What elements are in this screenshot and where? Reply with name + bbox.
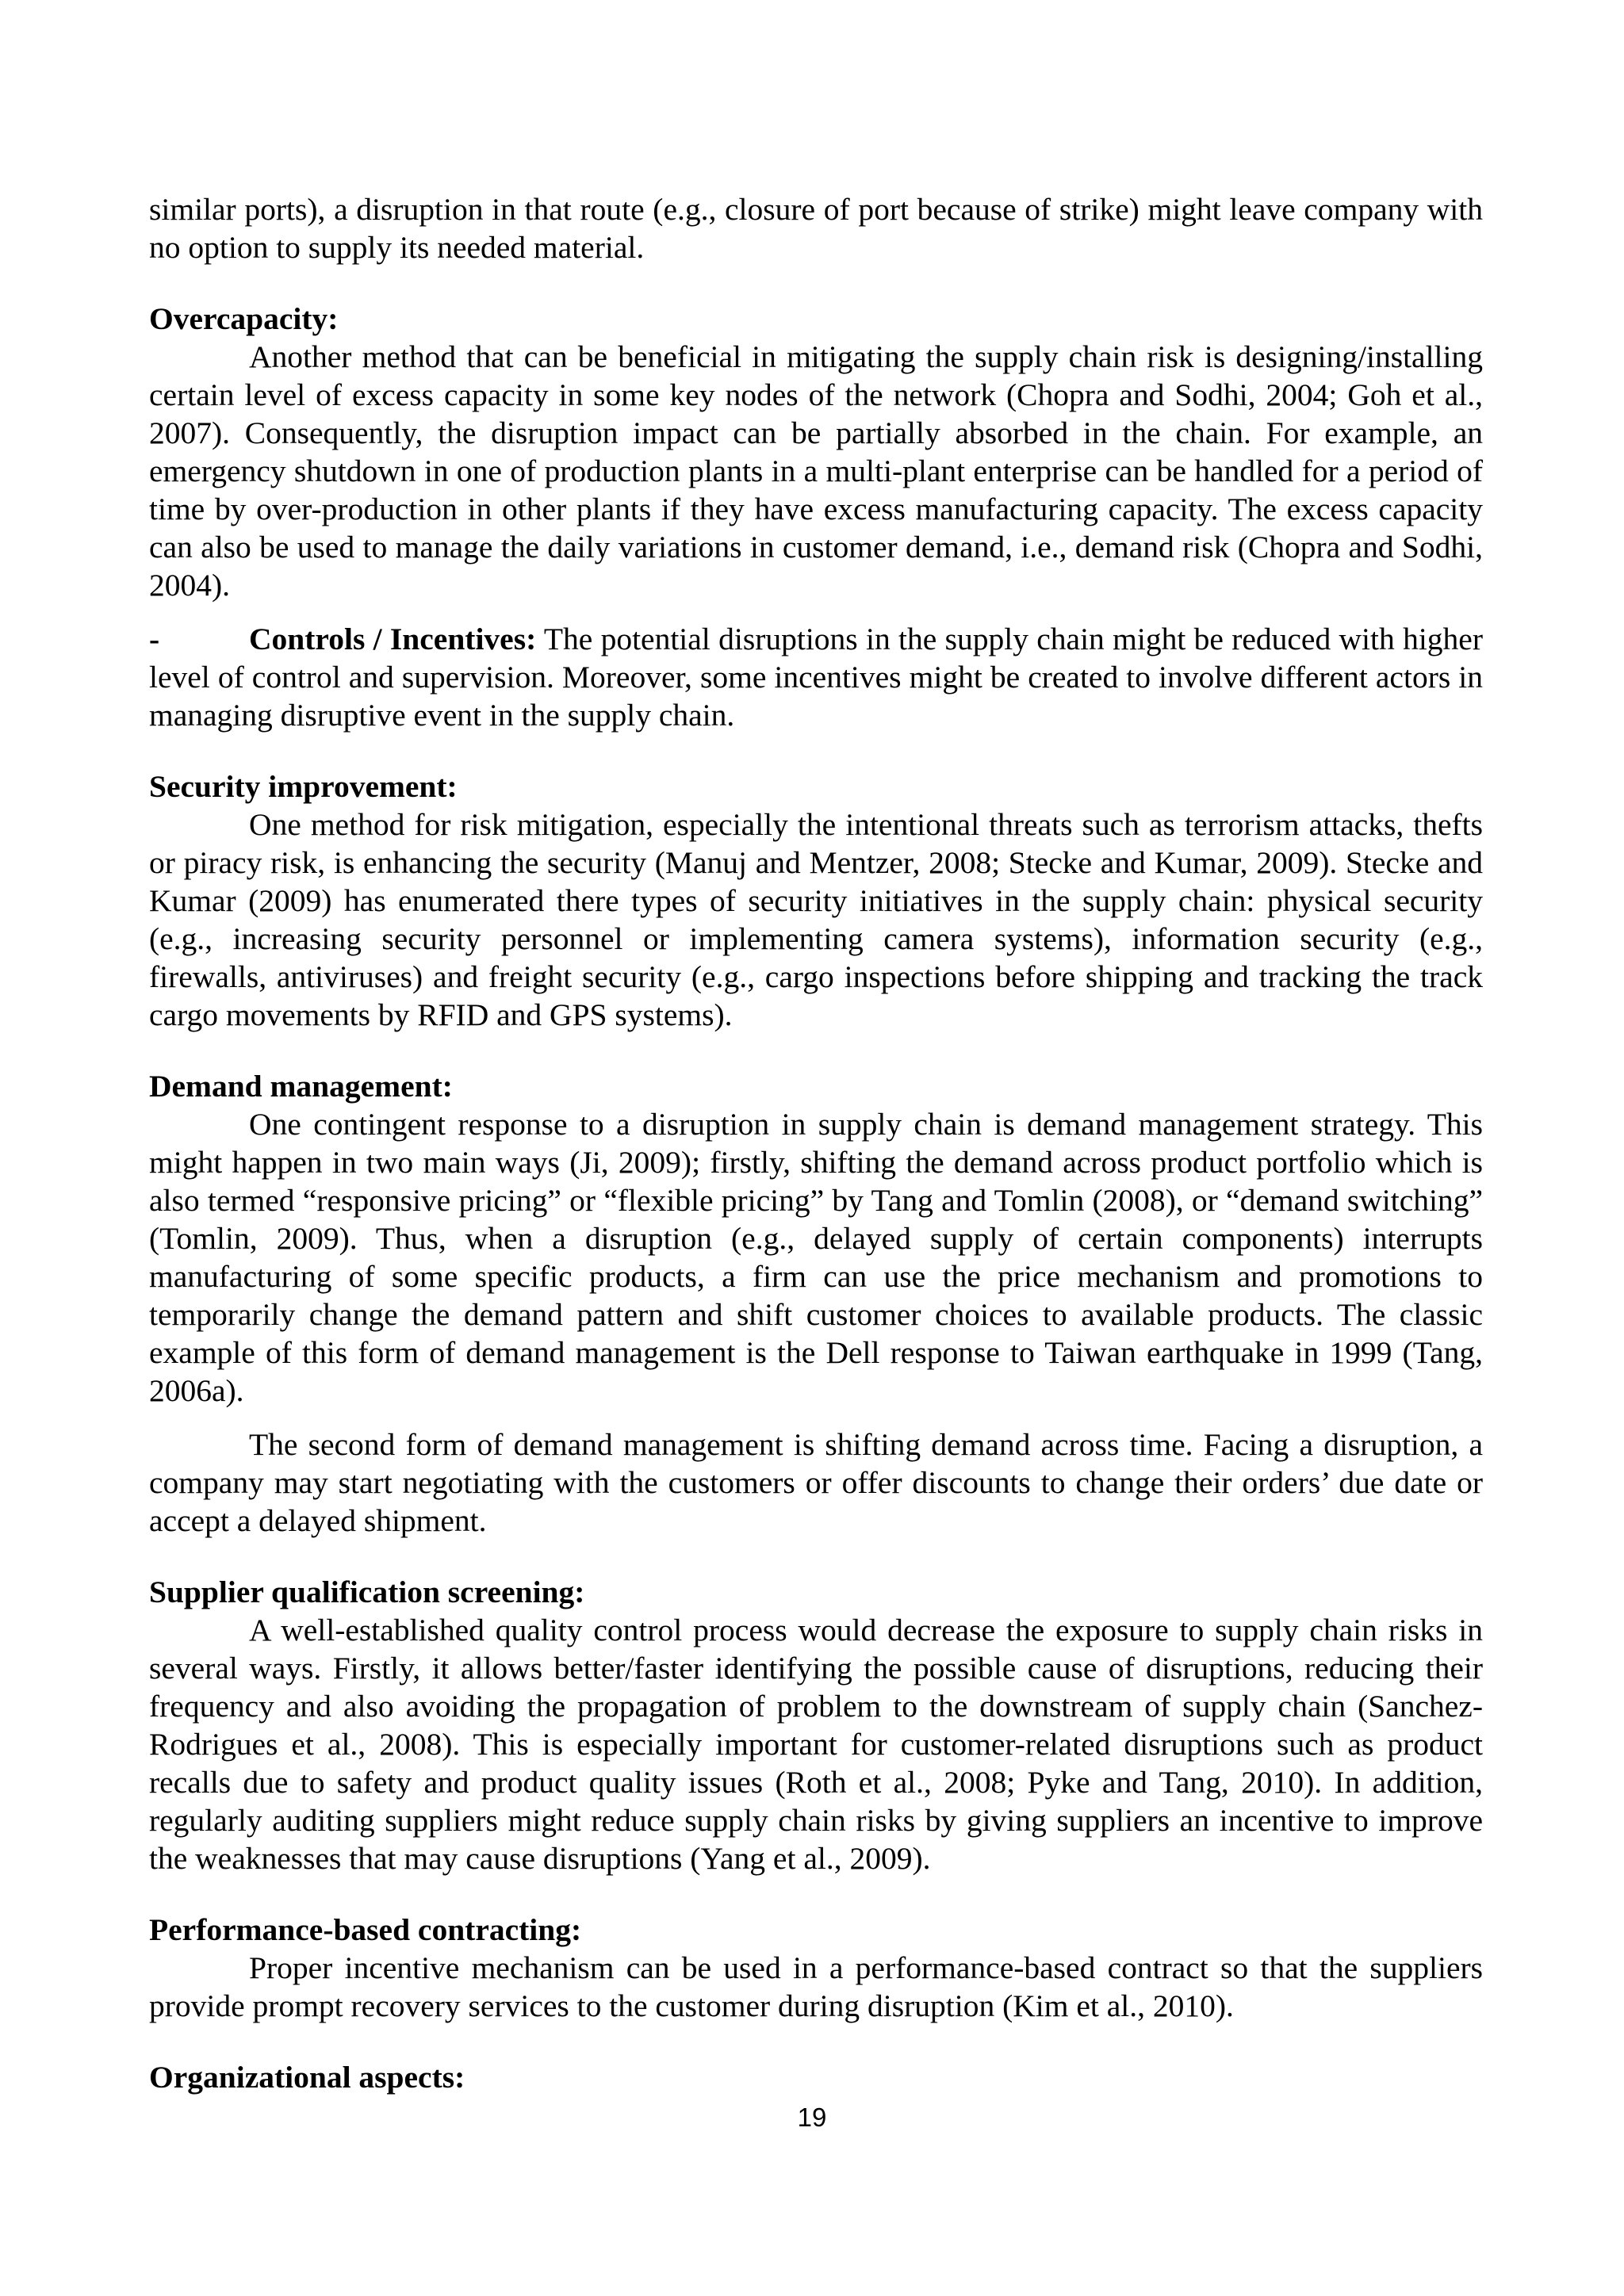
controls-bullet-item xyxy=(149,620,1483,734)
overcapacity-paragraph: Another method that can be beneficial in mitigating the supply chain risk is designing/installing certain level of excess capacity in some key nodes of the network (Chopra and Sodhi, 2004; Goh et al., 2007). Consequently, the disruption impact can be partially absorbed in the chain. For example, an emergency shutdown in one of production plants in a multi-plant enterprise can be handled for a period of time by over-production in other plants if they have excess manufacturing capacity. The excess capacity can also be used to manage the daily variations in customer demand, i.e., demand risk (Chopra and Sodhi, 2004). xyxy=(149,339,1483,603)
supplier-paragraph: A well-established quality control process would decrease the exposure to supply chain risks in several ways. Firstly, it allows better/faster identifying the possible cause of disruptions, reducing their frequency and also avoiding the propagation of problem to the downstream of supply chain (Sanchez-Rodrigues et al., 2008). This is especially important for customer-related disruptions such as product recalls due to safety and product quality issues (Roth et al., 2008; Pyke and Tang, 2010). In addition, regularly auditing suppliers might reduce supply chain risks by giving suppliers an incentive to improve the weaknesses that may cause disruptions (Yang et al., 2009). xyxy=(149,1613,1483,1876)
controls-text: The potential disruptions in the supply chain might be reduced with higher level of control and supervision. Moreover, some incentives might be created to involve different actors in managing disruptive event in the supply chain. xyxy=(149,622,1483,733)
supplier-heading: Supplier qualification screening: xyxy=(149,1575,585,1609)
organizational-heading: Organizational aspects: xyxy=(149,2060,465,2095)
demand-paragraph-1: One contingent response to a disruption in supply chain is demand management strategy. This might happen in two main ways (Ji, 2009); firstly, shifting the demand across product portfolio which is also termed “responsive pricing” or “flexible pricing” by Tang and Tomlin (2008), or “demand switching” (Tomlin, 2009). Thus, when a disruption (e.g., delayed supply of certain components) interrupts manufacturing of some specific products, a firm can use the price mechanism and promotions to temporarily change the demand pattern and shift customer choices to available products. The classic example of this form of demand management is the Dell response to Taiwan earthquake in 1999 (Tang, 2006a). xyxy=(149,1107,1483,1408)
overcapacity-heading: Overcapacity: xyxy=(149,301,339,336)
security-heading: Security improvement: xyxy=(149,769,458,804)
page-number: 19 xyxy=(797,2103,827,2132)
controls-term: Controls / Incentives: xyxy=(249,622,537,656)
bullet-dash: - xyxy=(149,622,160,656)
performance-heading: Performance-based contracting: xyxy=(149,1912,582,1947)
page-body xyxy=(149,190,1483,2096)
performance-paragraph: Proper incentive mechanism can be used in a performance-based contract so that the suppliers provide prompt recovery services to the customer during disruption (Kim et al., 2010). xyxy=(149,1950,1483,2023)
intro-paragraph: similar ports), a disruption in that route (e.g., closure of port because of strike) might leave company with no option to supply its needed material. xyxy=(149,192,1483,265)
demand-heading: Demand management: xyxy=(149,1069,453,1104)
demand-paragraph-2: The second form of demand management is shifting demand across time. Facing a disruption, a company may start negotiating with the customers or offer discounts to change their orders’ due date or accept a delayed shipment. xyxy=(149,1427,1483,1538)
security-paragraph: One method for risk mitigation, especially the intentional threats such as terrorism attacks, thefts or piracy risk, is enhancing the security (Manuj and Mentzer, 2008; Stecke and Kumar, 2009). Stecke and Kumar (2009) has enumerated there types of security initiatives in the supply chain: physical security (e.g., increasing security personnel or implementing camera systems), information security (e.g., firewalls, antiviruses) and freight security (e.g., cargo inspections before shipping and tracking the track cargo movements by RFID and GPS systems). xyxy=(149,807,1483,1032)
